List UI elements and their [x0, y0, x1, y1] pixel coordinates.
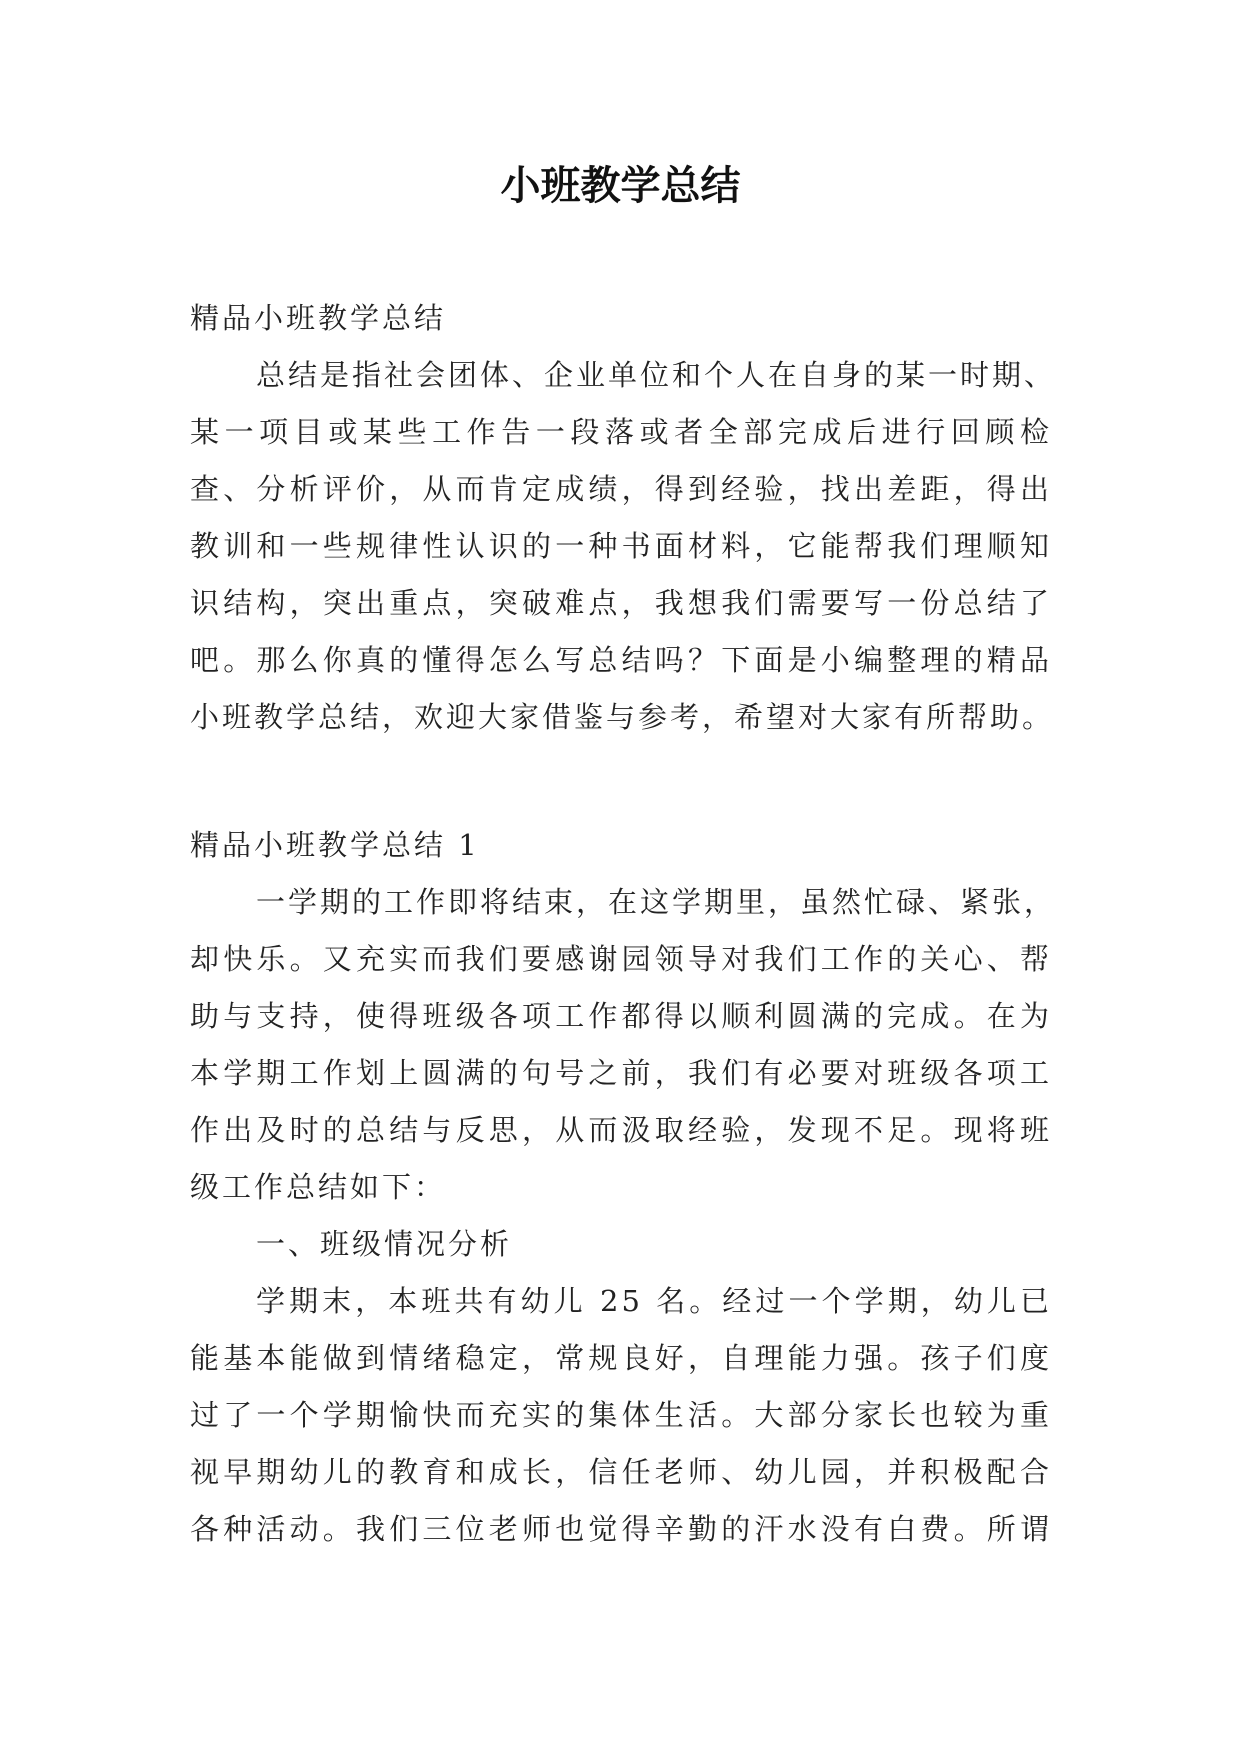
- paragraph-line: 某一项目或某些工作告一段落或者全部完成后进行回顾检: [190, 415, 1052, 449]
- section-intro: [190, 290, 1057, 746]
- paragraph-line: 学期末，本班共有幼儿 25 名。经过一个学期，幼儿已: [256, 1284, 1052, 1318]
- paragraph-line: 级工作总结如下：: [190, 1170, 447, 1204]
- paragraph-line: 吧。那么你真的懂得怎么写总结吗？下面是小编整理的精品: [190, 643, 1052, 677]
- paragraph-line: 作出及时的总结与反思，从而汲取经验，发现不足。现将班: [190, 1113, 1052, 1147]
- paragraph-line: 却快乐。又充实而我们要感谢园领导对我们工作的关心、帮: [190, 942, 1052, 976]
- paragraph-line: 教训和一些规律性认识的一种书面材料，它能帮我们理顺知: [190, 529, 1052, 563]
- paragraph-line: 查、分析评价，从而肯定成绩，得到经验，找出差距，得出: [190, 472, 1052, 506]
- paragraph-line: 总结是指社会团体、企业单位和个人在自身的某一时期、: [256, 358, 1057, 392]
- document-title: 小班教学总结: [500, 163, 741, 209]
- paragraph-line: 识结构，突出重点，突破难点，我想我们需要写一份总结了: [190, 586, 1052, 620]
- paragraph-line: 能基本能做到情绪稳定，常规良好，自理能力强。孩子们度: [190, 1341, 1052, 1375]
- section-heading: 精品小班教学总结 1: [190, 828, 480, 862]
- section-summary-1: [190, 817, 1057, 1558]
- paragraph-line: 视早期幼儿的教育和成长，信任老师、幼儿园，并积极配合: [190, 1455, 1052, 1489]
- subheading: 一、班级情况分析: [256, 1227, 513, 1261]
- paragraph-line: 过了一个学期愉快而充实的集体生活。大部分家长也较为重: [190, 1398, 1052, 1432]
- section-heading: 精品小班教学总结: [190, 301, 447, 335]
- paragraph-line: 小班教学总结，欢迎大家借鉴与参考，希望对大家有所帮助。: [190, 700, 1055, 734]
- paragraph-line: 各种活动。我们三位老师也觉得辛勤的汗水没有白费。所谓: [190, 1512, 1052, 1546]
- paragraph-line: 本学期工作划上圆满的句号之前，我们有必要对班级各项工: [190, 1056, 1052, 1090]
- paragraph-line: 助与支持，使得班级各项工作都得以顺利圆满的完成。在为: [190, 999, 1052, 1033]
- paragraph-line: 一学期的工作即将结束，在这学期里，虽然忙碌、紧张，: [256, 885, 1057, 919]
